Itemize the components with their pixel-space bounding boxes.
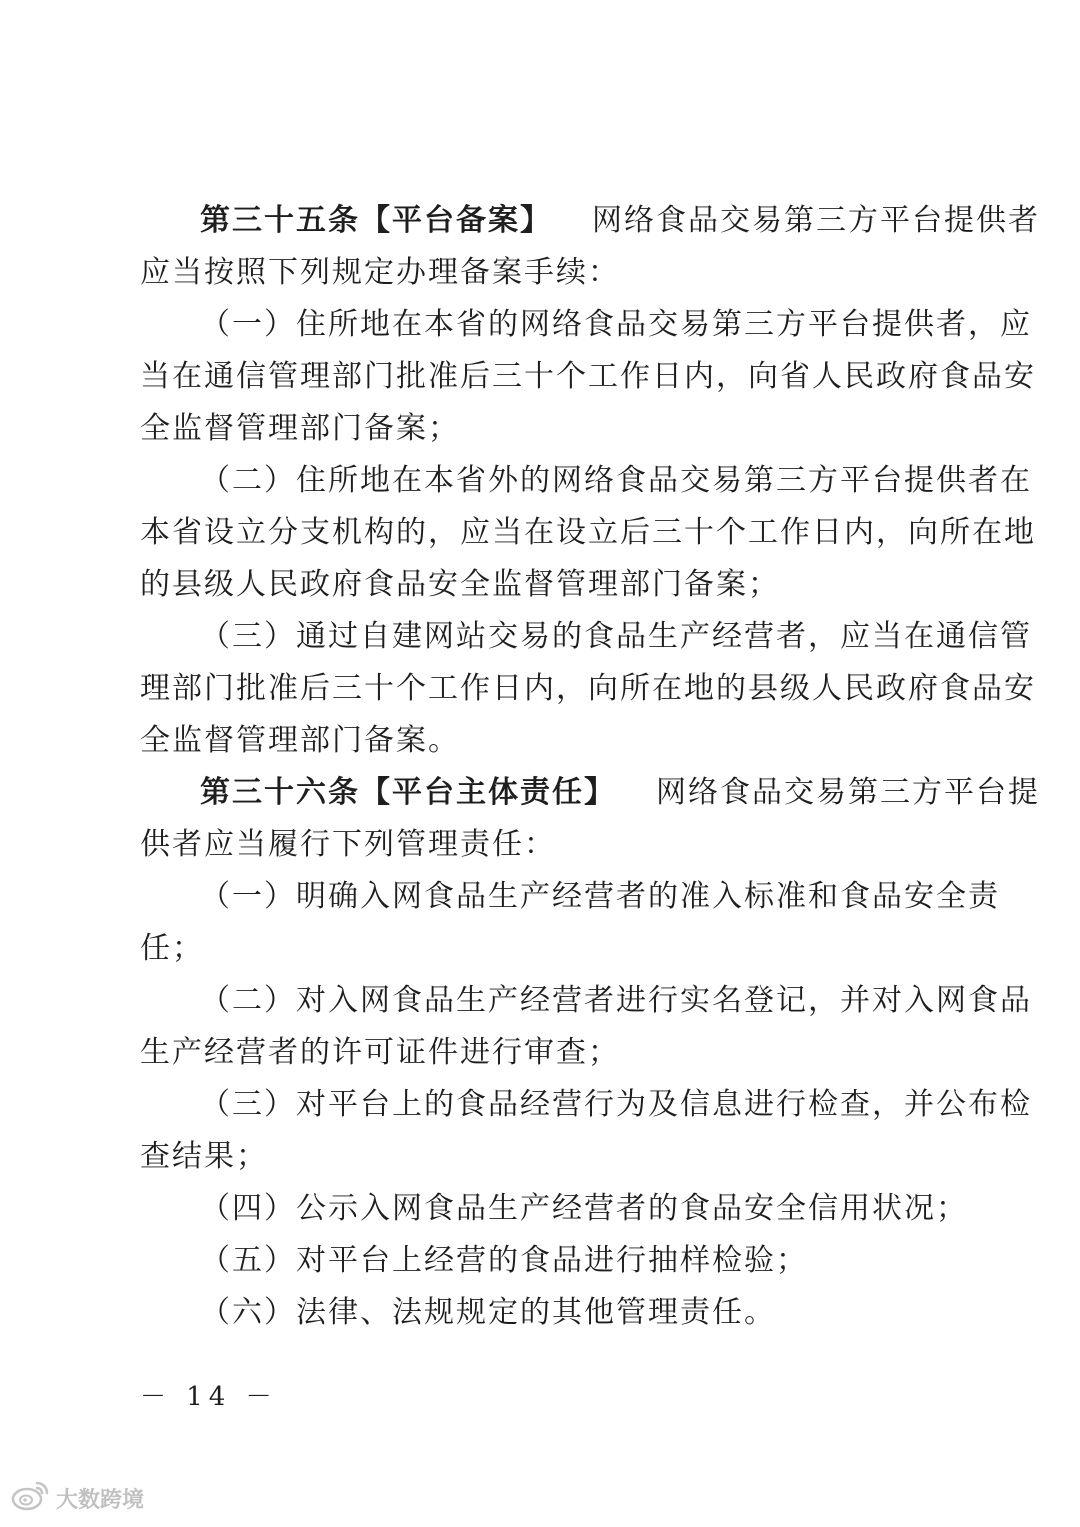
article-35-heading: 第三十五条【平台备案】 — [200, 203, 552, 238]
article-35-intro-line-2: 应当按照下列规定办理备案手续： — [140, 255, 620, 290]
page-number: － 14 － — [140, 1382, 278, 1412]
article-36-item-1-line-1: （一）明确入网食品生产经营者的准入标准和食品安全责 — [200, 879, 1000, 914]
article-36-item-4: （四）公示入网食品生产经营者的食品安全信用状况； — [200, 1191, 968, 1226]
weibo-logo-icon — [10, 1479, 56, 1517]
article-35-item-1-line-3: 全监督管理部门备案； — [140, 411, 460, 446]
article-36-first-line — [200, 766, 1040, 820]
watermark-text: 大数跨境 — [56, 1487, 145, 1513]
article-36-item-2-line-1: （二）对入网食品生产经营者进行实名登记，并对入网食品 — [200, 983, 1032, 1018]
article-35-first-line — [200, 194, 1040, 248]
article-36-item-6: （六）法律、法规规定的其他管理责任。 — [200, 1295, 776, 1330]
article-36-item-3-line-2: 查结果； — [140, 1139, 268, 1174]
article-36-intro-line-2: 供者应当履行下列管理责任： — [140, 827, 556, 862]
article-36-item-1-line-2: 任； — [140, 931, 204, 966]
article-35-intro: 网络食品交易第三方平台提供者 — [592, 203, 1040, 238]
article-36-item-3-line-1: （三）对平台上的食品经营行为及信息进行检查，并公布检 — [200, 1087, 1032, 1122]
article-35-item-2-line-1: （二）住所地在本省外的网络食品交易第三方平台提供者在 — [200, 463, 1032, 498]
article-35-item-2-line-2: 本省设立分支机构的，应当在设立后三十个工作日内，向所在地 — [140, 515, 1036, 550]
article-36-item-5: （五）对平台上经营的食品进行抽样检验； — [200, 1243, 808, 1278]
article-35-item-1-line-1: （一）住所地在本省的网络食品交易第三方平台提供者，应 — [200, 307, 1032, 342]
article-35-item-3-line-3: 全监督管理部门备案。 — [140, 723, 460, 758]
watermark — [10, 1478, 144, 1518]
article-36-intro: 网络食品交易第三方平台提 — [656, 775, 1040, 810]
article-35-item-1-line-2: 当在通信管理部门批准后三十个工作日内，向省人民政府食品安 — [140, 359, 1036, 394]
article-35-item-3-line-1: （三）通过自建网站交易的食品生产经营者，应当在通信管 — [200, 619, 1032, 654]
article-35-item-3-line-2: 理部门批准后三十个工作日内，向所在地的县级人民政府食品安 — [140, 671, 1036, 706]
article-35-item-2-line-3: 的县级人民政府食品安全监督管理部门备案； — [140, 567, 780, 602]
article-36-heading: 第三十六条【平台主体责任】 — [200, 775, 616, 810]
article-36-item-2-line-2: 生产经营者的许可证件进行审查； — [140, 1035, 620, 1070]
